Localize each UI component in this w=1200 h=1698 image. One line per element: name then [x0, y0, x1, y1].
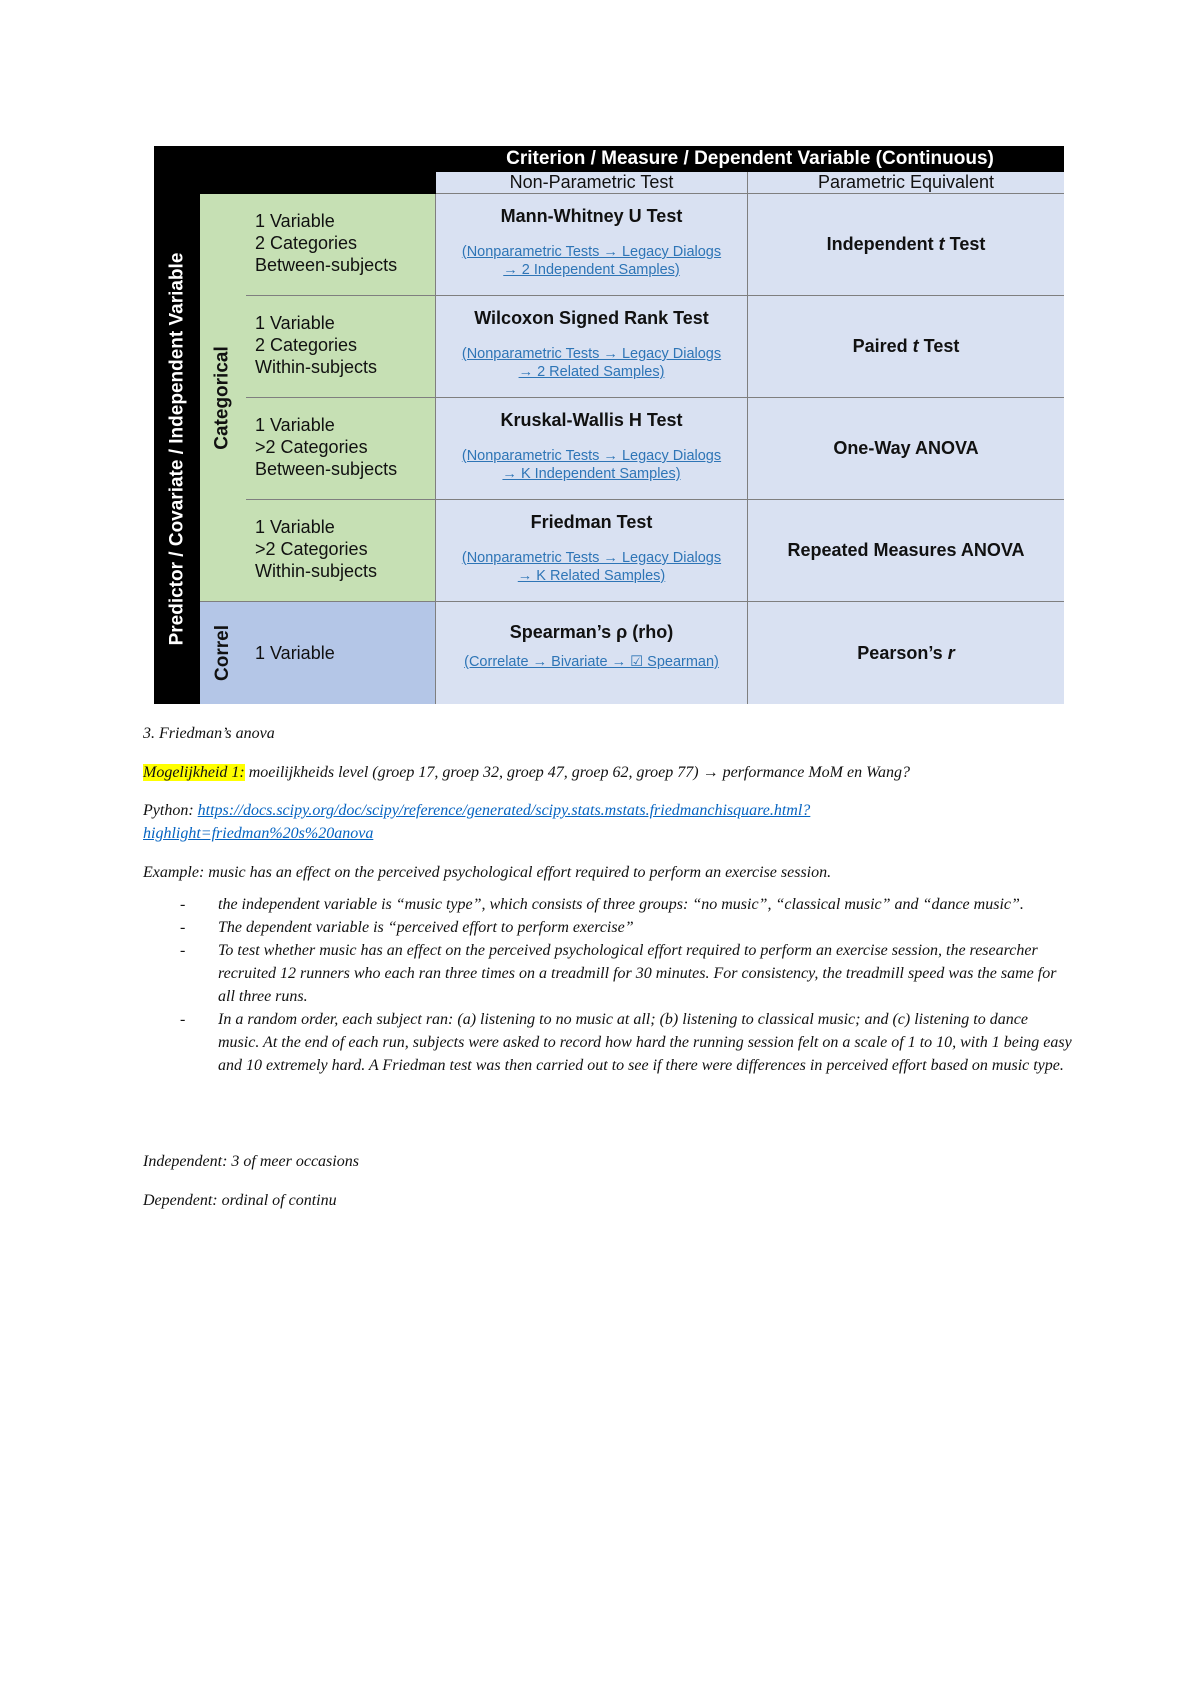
spss-path: → 2 Related Samples) [518, 364, 665, 380]
parametric-equivalent: Independent t Test [748, 194, 1064, 296]
spss-path: → 2 Independent Samples) [503, 262, 680, 278]
spss-path: (Nonparametric Tests → Legacy Dialogs [461, 346, 722, 362]
spss-path: (Nonparametric Tests → Legacy Dialogs [461, 244, 722, 260]
test-selection-table [154, 146, 1064, 704]
python-label: Python: [143, 802, 198, 819]
nonparametric-test-cell [436, 398, 748, 500]
spss-path: → K Related Samples) [517, 568, 666, 584]
parametric-equivalent: Repeated Measures ANOVA [748, 500, 1064, 602]
nonparametric-test-cell [436, 500, 748, 602]
test-name: Spearman’s ρ (rho) [509, 622, 674, 642]
spss-path: → K Independent Samples) [502, 466, 681, 482]
test-name: Mann-Whitney U Test [500, 206, 683, 226]
condition-cell: 1 Variable >2 Categories Within-subjects [246, 500, 436, 602]
nonparametric-test-cell [436, 194, 748, 296]
independent-note: Independent: 3 of meer occasions [143, 1153, 359, 1170]
option-line [143, 761, 1073, 784]
condition-cell: 1 Variable 2 Categories Within-subjects [246, 296, 436, 398]
option-text: moeilijkheids level (groep 17, groep 32, groep 47, groep 62, groep 77) → performance MoM en Wang? [244, 764, 910, 781]
spss-path: (Nonparametric Tests → Legacy Dialogs [461, 550, 722, 566]
group-correl: Correl [200, 602, 246, 704]
section-heading: 3. Friedman’s anova [143, 725, 275, 742]
spss-path: (Nonparametric Tests → Legacy Dialogs [461, 448, 722, 464]
test-name: Wilcoxon Signed Rank Test [474, 308, 709, 328]
spss-path: (Correlate → Bivariate → ☑ Spearman) [464, 654, 719, 670]
table-header-main: Criterion / Measure / Dependent Variable (Continuous) [436, 146, 1064, 172]
list-item: - To test whether music has an effect on the perceived psychological effort required to perform an exercise session, the researcher recruited 12 runners who each ran three times on a treadmill for 30 minutes. For consistency, the treadmill speed was the same for all three runs. [180, 942, 1057, 1005]
scipy-docs-link[interactable]: https://docs.scipy.org/doc/scipy/reference/generated/scipy.stats.mstats.friedmanchisquare.html? highlight=friedman%20s%20anova [143, 802, 811, 842]
list-item: - the independent variable is “music type”, which consists of three groups: “no music”, “classical music” and “dance music”. [180, 896, 1024, 913]
parametric-equivalent: One-Way ANOVA [748, 398, 1064, 500]
parametric-equivalent: Paired t Test [748, 296, 1064, 398]
parametric-equivalent: Pearson’s r [748, 602, 1064, 704]
group-categorical: Categorical [200, 194, 246, 602]
header-nonparametric: Non-Parametric Test [436, 172, 748, 194]
nonparametric-test-cell [436, 602, 748, 704]
side-label: Predictor / Covariate / Independent Variable [154, 194, 200, 704]
list-item: - The dependent variable is “perceived effort to perform exercise” [180, 919, 634, 936]
header-parametric: Parametric Equivalent [748, 172, 1064, 194]
test-name: Friedman Test [530, 512, 653, 532]
condition-cell: 1 Variable 2 Categories Between-subjects [246, 194, 436, 296]
condition-cell: 1 Variable [246, 602, 436, 704]
option-label: Mogelijkheid 1: [143, 764, 245, 781]
example-bullet-list [143, 893, 1073, 1077]
dependent-note: Dependent: ordinal of continu [143, 1192, 337, 1209]
example-text: Example: music has an effect on the perceived psychological effort required to perform an exercise session. [143, 864, 832, 881]
condition-cell: 1 Variable >2 Categories Between-subjects [246, 398, 436, 500]
nonparametric-test-cell [436, 296, 748, 398]
list-item: - In a random order, each subject ran: (a) listening to no music at all; (b) listening to classical music; and (c) listening to dance music. At the end of each run, subjects were asked to record how hard the running session felt on a scale of 1 to 10, with 1 being easy and 10 extremely hard. A Friedman test was then carried out to see if there were differences in perceived effort based on music type. [180, 1011, 1072, 1074]
test-name: Kruskal-Wallis H Test [500, 410, 683, 430]
python-line [143, 799, 1073, 845]
table-corner [154, 146, 436, 194]
